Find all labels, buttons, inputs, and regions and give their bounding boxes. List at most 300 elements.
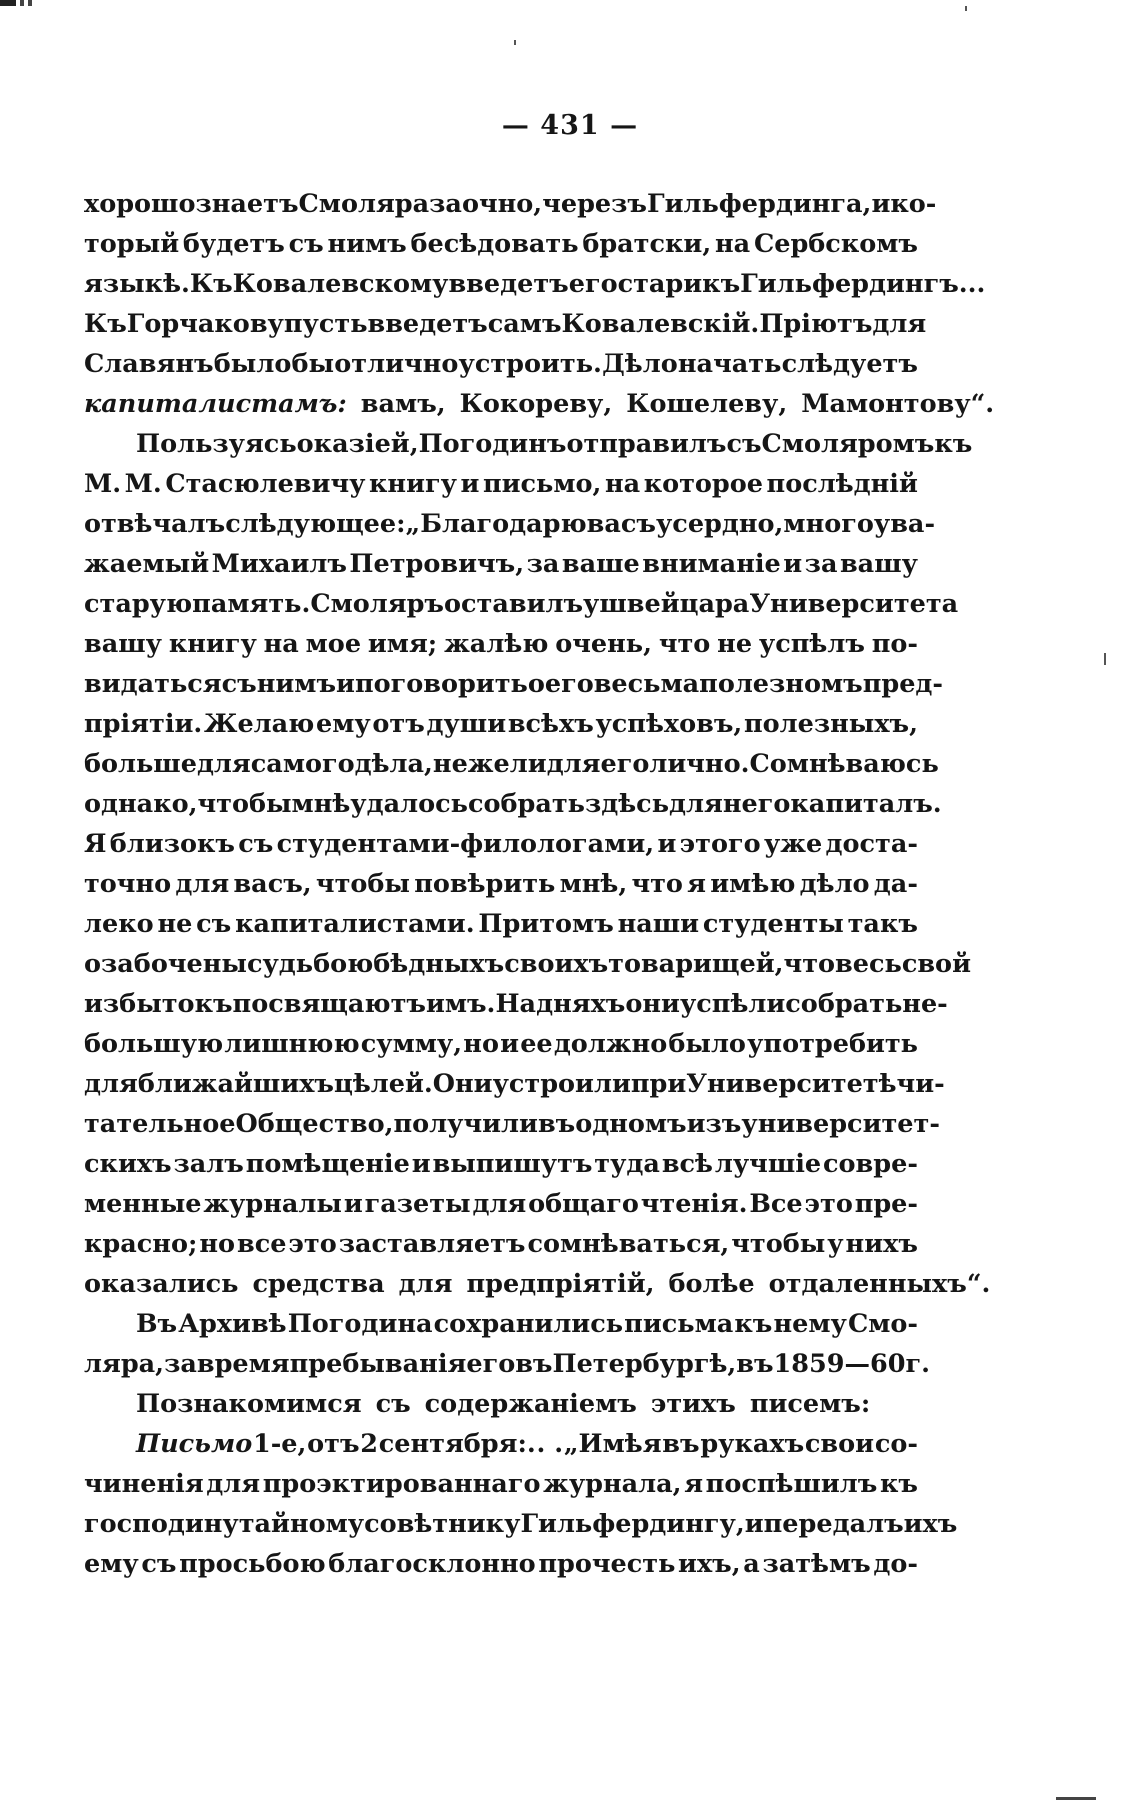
word: М.: [124, 469, 162, 499]
word: у: [827, 1229, 844, 1259]
word: нему: [773, 1309, 847, 1339]
word: этого: [679, 829, 761, 859]
word: весьма: [593, 669, 700, 699]
word: съ: [238, 829, 274, 859]
word: капиталъ.: [790, 789, 942, 819]
word: должно: [553, 1029, 668, 1059]
text-line: [84, 1064, 945, 1104]
word: Я: [84, 829, 107, 859]
text-line: [84, 264, 986, 304]
word: имѣю: [710, 869, 796, 899]
word: близокъ: [109, 829, 235, 859]
word: время: [196, 1349, 290, 1379]
word: совре-: [823, 1149, 918, 1179]
word: такъ: [847, 909, 918, 939]
word: М.: [84, 469, 122, 499]
word: самъ: [487, 309, 562, 339]
word: цѣлей.: [334, 1069, 433, 1099]
word: души: [426, 709, 507, 739]
text-line: [84, 344, 918, 384]
word: Горчакову: [126, 309, 284, 339]
text-line: [84, 824, 918, 864]
word: дѣло: [799, 869, 870, 899]
word: было: [213, 349, 292, 379]
word: книгу: [368, 469, 457, 499]
word: на: [604, 469, 641, 499]
word: васъ,: [233, 869, 312, 899]
word: послѣдній: [766, 469, 918, 499]
word: я: [684, 1469, 704, 1499]
word: пребыванія: [289, 1349, 467, 1379]
word: письма: [624, 1309, 734, 1339]
word: нимъ: [327, 229, 407, 259]
word: для: [398, 1269, 453, 1299]
word: не: [717, 629, 753, 659]
word: швейцара: [599, 589, 750, 619]
word: прочесть: [538, 1549, 676, 1579]
text-line: [84, 584, 959, 624]
text-line: [84, 784, 942, 824]
word: память.: [192, 589, 311, 619]
word: для: [872, 309, 927, 339]
text-line: [84, 1304, 918, 1344]
word: братски,: [582, 229, 712, 259]
word: господину: [84, 1509, 239, 1539]
text-line: [84, 1344, 931, 1384]
word: однако,: [84, 789, 198, 819]
word: устроили: [492, 1069, 631, 1099]
word: за: [164, 1349, 197, 1379]
text-line: [84, 1224, 918, 1264]
word: Ковалевскій.: [561, 309, 760, 339]
word: средства: [252, 1269, 385, 1299]
text-line: [84, 624, 918, 664]
word: уже: [763, 829, 823, 859]
word: тательное: [84, 1109, 236, 1139]
word: Въ: [136, 1309, 178, 1339]
word: его: [568, 269, 618, 299]
scan-speck: [965, 6, 967, 11]
word: и: [336, 669, 355, 699]
word: нежели: [432, 749, 547, 779]
word: Университета: [749, 589, 959, 619]
word: они: [625, 989, 680, 1019]
word: скихъ: [84, 1149, 172, 1179]
word: тайному: [238, 1509, 365, 1539]
word: ближайшихъ: [137, 1069, 334, 1099]
word: 1859—60: [773, 1349, 906, 1379]
word: Ковалевскому: [232, 269, 449, 299]
word: ее: [520, 1029, 553, 1059]
word: что: [658, 629, 711, 659]
word: его: [600, 749, 650, 779]
word: Архивѣ: [178, 1309, 287, 1339]
word: . .: [536, 1429, 564, 1459]
word: весь: [835, 949, 902, 979]
text-line: [84, 904, 918, 944]
word: журнала,: [543, 1469, 682, 1499]
word: здѣсь: [584, 789, 670, 819]
word: успѣли: [679, 989, 786, 1019]
word: Сомнѣваюсь: [749, 749, 939, 779]
word: содержаніемъ: [424, 1389, 637, 1419]
word: на: [714, 229, 751, 259]
word: совѣтнику: [364, 1509, 521, 1539]
word: имя;: [367, 629, 438, 659]
word: съ: [726, 429, 762, 459]
text-line: [84, 384, 995, 424]
word: Притомъ: [478, 909, 614, 939]
word: въ: [515, 1349, 553, 1379]
word: до-: [873, 1549, 918, 1579]
word: капиталистамъ:: [84, 389, 347, 419]
word: большую: [84, 1029, 224, 1059]
word: въ: [736, 1349, 774, 1379]
word: 1-е,: [252, 1429, 307, 1459]
word: залъ: [173, 1149, 244, 1179]
word: отдаленныхъ“.: [768, 1269, 991, 1299]
word: ихъ,: [678, 1549, 741, 1579]
word: употребить: [747, 1029, 918, 1059]
word: бѣдныхъ: [373, 949, 505, 979]
word: Петровичъ,: [349, 549, 525, 579]
text-line: [84, 424, 973, 464]
word: Пріютъ: [759, 309, 873, 339]
word: для: [472, 1189, 527, 1219]
word: посвящаютъ: [232, 989, 426, 1019]
word: со-: [874, 1429, 918, 1459]
word: при: [630, 1069, 687, 1099]
word: благосклонно: [328, 1549, 536, 1579]
word: введетъ: [448, 269, 569, 299]
word: сентября:.: [378, 1429, 536, 1459]
word: къ: [734, 1309, 773, 1339]
word: это: [288, 1229, 337, 1259]
word: Славянъ: [84, 349, 214, 379]
word: лишнюю: [224, 1029, 360, 1059]
word: успѣлъ: [758, 629, 865, 659]
word: которое: [643, 469, 763, 499]
text-line: [84, 944, 971, 984]
word: леко: [84, 909, 154, 939]
word: что: [631, 869, 683, 899]
word: Дѣло: [602, 349, 678, 379]
word: красно;: [84, 1229, 198, 1259]
word: сомнѣваться,: [527, 1229, 730, 1259]
word: вниманіе: [642, 549, 781, 579]
word: мнѣ,: [559, 869, 628, 899]
word: свои: [804, 1429, 875, 1459]
word: одномъ: [575, 1109, 687, 1139]
text-line: [84, 984, 948, 1024]
word: и: [411, 1149, 431, 1179]
word: Познакомимся: [136, 1389, 362, 1419]
word: менные: [84, 1189, 202, 1219]
word: старую: [84, 589, 193, 619]
word: нихъ: [845, 1229, 918, 1259]
text-line: [84, 224, 918, 264]
word: да-: [873, 869, 918, 899]
text-line: [84, 304, 927, 344]
word: мнѣ: [291, 789, 351, 819]
word: „Имѣя: [563, 1429, 662, 1459]
word: чтобы: [731, 1229, 826, 1259]
word: поговорить: [354, 669, 528, 699]
word: Стасюлевичу: [165, 469, 366, 499]
word: съ: [221, 669, 257, 699]
word: книгу: [168, 629, 257, 659]
word: Все: [749, 1189, 803, 1219]
word: точно: [84, 869, 172, 899]
word: ему: [316, 709, 371, 739]
word: отлично: [334, 349, 459, 379]
word: Смо-: [847, 1309, 918, 1339]
word: для: [84, 1069, 138, 1099]
word: передалъ: [763, 1509, 904, 1539]
word: нимъ: [256, 669, 337, 699]
word: очень,: [555, 629, 652, 659]
word: Общество,: [235, 1109, 394, 1139]
word: Погодина: [287, 1309, 433, 1339]
word: отъ: [307, 1429, 360, 1459]
word: самого: [250, 749, 355, 779]
body-text: [84, 184, 995, 1584]
scan-corner-mark: [0, 0, 40, 6]
word: знаетъ: [195, 189, 299, 219]
word: все: [236, 1229, 287, 1259]
word: его: [466, 1349, 516, 1379]
word: васъ: [586, 509, 656, 539]
word: для: [196, 749, 251, 779]
word: „Благодарю: [405, 509, 587, 539]
word: слѣдующее:: [225, 509, 406, 539]
word: усердно,: [655, 509, 784, 539]
word: чтенія.: [640, 1189, 748, 1219]
word: общаго: [528, 1189, 639, 1219]
word: многоува-: [783, 509, 936, 539]
word: больше: [84, 749, 197, 779]
word: Гильфердинга,: [646, 189, 872, 219]
word: чтобы: [197, 789, 292, 819]
word: дѣла,: [354, 749, 433, 779]
word: газеты: [364, 1189, 471, 1219]
word: студенты: [702, 909, 844, 939]
word: къ: [934, 429, 973, 459]
word: его: [544, 669, 594, 699]
word: Письмо: [136, 1429, 253, 1459]
word: этихъ: [650, 1389, 736, 1419]
word: доста-: [825, 829, 918, 859]
word: и: [500, 1029, 520, 1059]
word: и: [783, 549, 803, 579]
word: чиненія: [84, 1469, 204, 1499]
word: за: [804, 549, 838, 579]
word: вашу: [839, 549, 918, 579]
word: судьбою: [246, 949, 374, 979]
word: лично.: [649, 749, 750, 779]
word: оказіей,: [296, 429, 419, 459]
word: ваше: [561, 549, 640, 579]
word: это: [804, 1189, 853, 1219]
word: и: [657, 829, 677, 859]
text-line: [84, 184, 937, 224]
word: начать: [677, 349, 782, 379]
word: не-: [902, 989, 948, 1019]
word: но: [463, 1029, 499, 1059]
word: затѣмъ: [762, 1549, 871, 1579]
word: ему: [84, 1549, 139, 1579]
word: журналы: [203, 1189, 342, 1219]
word: съ: [375, 1389, 411, 1419]
word: заставляетъ: [338, 1229, 526, 1259]
word: жаемый: [84, 549, 210, 579]
text-line: [84, 1144, 918, 1184]
word: письмо,: [482, 469, 602, 499]
word: и: [871, 189, 891, 219]
word: будетъ: [182, 229, 285, 259]
word: него: [722, 789, 791, 819]
word: торый: [84, 229, 180, 259]
word: ляра,: [84, 1349, 165, 1379]
word: видаться: [84, 669, 222, 699]
word: ко-: [890, 189, 937, 219]
word: языкѣ.: [84, 269, 190, 299]
word: полезныхъ,: [743, 709, 918, 739]
word: вашу: [84, 629, 162, 659]
word: что: [783, 949, 836, 979]
text-line: [84, 744, 939, 784]
word: устроить.: [458, 349, 602, 379]
word: для: [206, 1469, 261, 1499]
word: къ: [879, 1469, 918, 1499]
word: о: [527, 669, 545, 699]
word: студентами-филологами,: [276, 829, 655, 859]
word: Къ: [84, 309, 127, 339]
word: Университетѣ: [686, 1069, 897, 1099]
word: полезномъ: [699, 669, 863, 699]
word: вамъ,: [360, 389, 446, 419]
word: всѣ: [661, 1149, 713, 1179]
word: а: [743, 1549, 760, 1579]
word: по-: [871, 629, 918, 659]
word: болѣе: [668, 1269, 755, 1299]
word: Къ: [189, 269, 233, 299]
word: старикъ: [617, 269, 741, 299]
word: 2: [360, 1429, 378, 1459]
word: рукахъ: [700, 1429, 805, 1459]
word: заочно,: [429, 189, 543, 219]
word: и: [460, 469, 480, 499]
word: наши: [617, 909, 700, 939]
word: Мамонтову“.: [801, 389, 995, 419]
word: лучшіе: [714, 1149, 822, 1179]
word: избытокъ: [84, 989, 233, 1019]
word: сохранились: [433, 1309, 624, 1339]
word: просьбою: [179, 1549, 326, 1579]
text-line: [84, 464, 918, 504]
word: собрать: [467, 789, 585, 819]
scan-speck: [1104, 653, 1106, 665]
word: пусть: [283, 309, 368, 339]
word: съ: [288, 229, 324, 259]
text-line: [84, 1184, 918, 1224]
word: и: [343, 1189, 363, 1219]
text-line: [84, 664, 944, 704]
word: бы: [291, 349, 335, 379]
word: жалѣю: [444, 629, 549, 659]
text-line: [84, 544, 918, 584]
text-line: [84, 504, 936, 544]
word: своихъ: [504, 949, 609, 979]
word: за: [526, 549, 560, 579]
word: Смоляра: [298, 189, 430, 219]
word: хорошо: [84, 189, 196, 219]
word: Гильфердингу,: [520, 1509, 745, 1539]
text-line: [84, 1544, 918, 1584]
word: Кошелеву,: [626, 389, 788, 419]
word: Сербскомъ: [753, 229, 918, 259]
word: для: [175, 869, 230, 899]
text-line: [84, 1104, 940, 1144]
word: отвѣчалъ: [84, 509, 226, 539]
word: въ: [537, 1109, 576, 1139]
word: пред-: [862, 669, 944, 699]
word: бесѣдовать: [410, 229, 579, 259]
word: сумму,: [360, 1029, 463, 1059]
word: предпріятій,: [466, 1269, 655, 1299]
word: товарищей,: [608, 949, 784, 979]
word: черезъ: [542, 189, 647, 219]
word: пріятіи.: [84, 709, 203, 739]
word: оказались: [84, 1269, 239, 1299]
word: Надняхъ: [495, 989, 626, 1019]
word: поспѣшилъ: [705, 1469, 878, 1499]
page-number: — 431 —: [501, 110, 639, 141]
word: помѣщеніе: [245, 1149, 410, 1179]
text-line: [84, 1384, 918, 1424]
word: для: [546, 749, 601, 779]
word: озабочены: [84, 949, 247, 979]
word: мое: [305, 629, 362, 659]
text-line: [84, 1424, 918, 1464]
word: Михаилъ: [211, 549, 347, 579]
word: и: [744, 1509, 764, 1539]
word: писемъ:: [749, 1389, 871, 1419]
word: успѣховъ,: [595, 709, 743, 739]
word: изъ: [686, 1109, 742, 1139]
word: Смоляромъ: [761, 429, 935, 459]
word: ихъ: [903, 1509, 958, 1539]
text-line: [84, 1504, 958, 1544]
word: на: [263, 629, 299, 659]
word: съ: [196, 909, 232, 939]
word: имъ.: [425, 989, 496, 1019]
text-line: [84, 704, 918, 744]
word: было: [668, 1029, 746, 1059]
word: Погодинъ: [418, 429, 567, 459]
text-line: [84, 1024, 918, 1064]
word: у: [583, 589, 600, 619]
word: повѣрить: [414, 869, 556, 899]
word: слѣдуетъ: [781, 349, 918, 379]
word: введетъ: [367, 309, 488, 339]
word: Они: [432, 1069, 493, 1099]
word: всѣхъ: [507, 709, 594, 739]
text-line: [84, 1264, 991, 1304]
word: для: [669, 789, 723, 819]
word: съ: [141, 1549, 177, 1579]
word: свой: [901, 949, 971, 979]
